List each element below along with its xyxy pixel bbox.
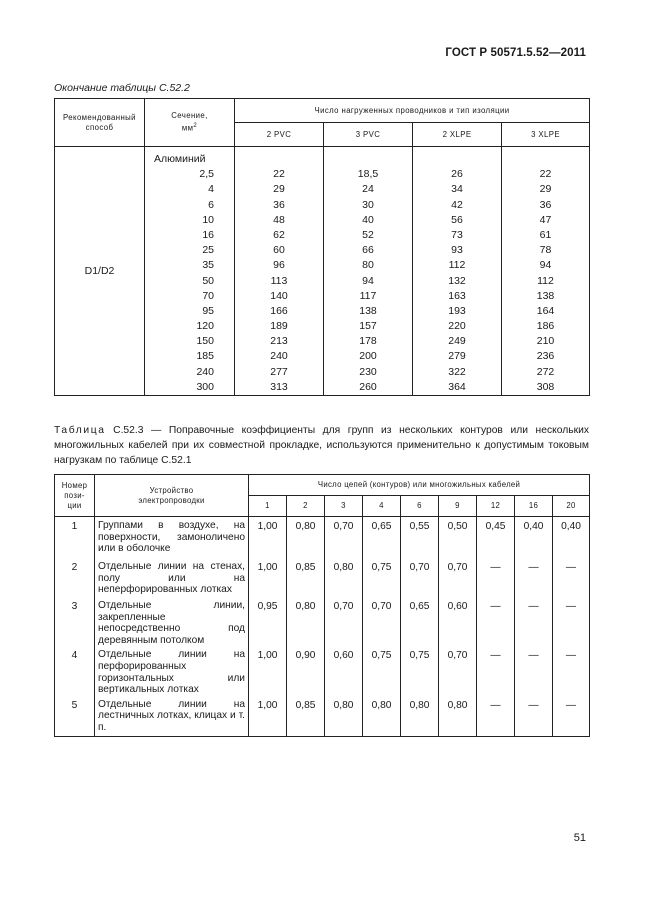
coefficient-value: 1,00 [249,696,287,736]
xlpe3-value: 210 [536,335,555,348]
pvc2-value: 166 [270,304,288,317]
pvc3-value: 66 [362,244,374,257]
coefficient-value: 0,95 [249,597,287,646]
row-position: 2 [55,558,95,597]
xlpe2-column [413,147,502,396]
header-section-unit-sup: 2 [193,123,198,130]
header-group: Число нагруженных проводников и тип изоляции [235,99,590,123]
header-col-2pvc: 2 PVC [235,123,324,147]
xlpe3-value: 94 [539,259,552,272]
coefficient-value: 0,65 [401,597,439,646]
xlpe3-value: 112 [537,274,554,287]
xlpe3-value: 164 [536,304,555,317]
section-value: 6 [208,198,214,211]
coefficient-value: 0,60 [325,646,363,695]
table1-caption: Окончание таблицы С.52.2 [54,82,190,94]
coefficient-value: 0,70 [325,517,363,559]
coefficient-value: 0,80 [439,696,477,736]
xlpe2-value: 163 [448,289,466,302]
section-value: 150 [196,335,214,348]
pvc2-column [235,147,324,396]
xlpe2-value: 220 [448,320,466,333]
xlpe2-value: 26 [451,168,463,181]
section-value: 25 [202,244,214,257]
coefficient-value: — [553,646,590,695]
pvc3-value: 52 [362,228,374,241]
pvc2-value: 213 [270,335,288,348]
pvc2-value: 96 [273,259,285,272]
row-position: 3 [55,597,95,646]
table2-caption-label: Таблица [54,425,106,436]
header-col-3pvc: 3 PVC [324,123,413,147]
xlpe3-value: 36 [539,198,552,211]
pvc3-value: 117 [359,289,377,302]
row-position: 5 [55,696,95,736]
coefficient-value: 1,00 [249,558,287,597]
table2-caption [54,424,589,468]
coefficient-value: 0,70 [439,558,477,597]
coefficient-value: — [515,558,553,597]
section-value: 2,5 [199,168,214,181]
coefficient-value: 0,75 [401,646,439,695]
coefficient-value: — [553,696,590,736]
pvc2-value: 36 [273,198,285,211]
coefficient-value: 0,85 [287,558,325,597]
coefficient-value: — [515,696,553,736]
xlpe3-list [502,147,589,395]
pvc3-value: 24 [362,183,374,196]
header-pos: Номер пози- ции [55,475,95,517]
xlpe2-value: 322 [448,365,466,378]
coefficient-value: — [477,558,515,597]
pvc3-value: 138 [359,304,377,317]
xlpe2-list [413,147,501,395]
pvc2-value: 48 [273,213,285,226]
material-label: Алюминий [154,153,206,165]
xlpe2-value: 42 [451,198,463,211]
xlpe3-value: 47 [539,213,552,226]
coefficient-value: 0,80 [287,517,325,559]
pvc2-value: 189 [270,320,288,333]
xlpe3-value: 138 [536,289,555,302]
pvc3-list [324,147,412,395]
coefficient-value: — [477,597,515,646]
row-position: 1 [55,517,95,559]
pvc2-value: 240 [270,350,288,363]
section-value: 10 [202,213,214,226]
header-count: 2 [287,496,325,517]
coefficient-value: 0,70 [325,597,363,646]
header-count: 3 [325,496,363,517]
coefficient-value: 0,75 [363,646,401,695]
coefficient-value: 1,00 [249,646,287,695]
pvc3-value: 18,5 [357,168,379,181]
xlpe2-value: 132 [448,274,466,287]
coefficient-value: 0,85 [287,696,325,736]
header-count: 9 [439,496,477,517]
section-value: 50 [202,274,214,287]
xlpe3-column [502,147,590,396]
row-description: Отдельные линии на стенах, полу или на неперфорированных лотках [95,558,249,597]
xlpe3-value: 186 [536,320,555,333]
coefficient-value: 0,40 [515,517,553,559]
pvc2-list [235,147,323,395]
xlpe2-value: 279 [448,350,466,363]
table2-caption-text: С.52.3 — Поправочные коэффициенты для групп из нескольких контуров или нескольких многожильных кабелей при их совместной прокладке, используются применительно к допустимым токовым нагрузкам по таблице С.52.1 [54,425,589,466]
pvc3-value: 200 [359,350,377,363]
table-row [55,517,590,559]
pvc3-value: 230 [359,365,377,378]
header-col-3xlpe: 3 XLPE [502,123,590,147]
coefficient-value: 0,70 [439,646,477,695]
header-count: 12 [477,496,515,517]
header-count: 6 [401,496,439,517]
page-number: 51 [573,832,586,844]
table-c-52-3 [54,474,590,737]
xlpe3-value: 236 [536,350,555,363]
coefficient-value: 0,70 [363,597,401,646]
header-method: Рекомендованный способ [55,99,145,147]
sections-list [145,147,234,395]
coefficient-value: — [477,696,515,736]
header-section-unit: мм [181,123,194,133]
coefficient-value: 0,80 [325,696,363,736]
header-count: 4 [363,496,401,517]
xlpe3-value: 272 [536,365,555,378]
row-position: 4 [55,646,95,695]
method-cell: D1/D2 [55,147,145,396]
coefficient-value: 0,65 [363,517,401,559]
table-row [55,646,590,695]
row-description: Отдельные линии на перфорированных горизонтальных или вертикальных лотках [95,646,249,695]
xlpe2-value: 112 [448,259,466,272]
pvc2-value: 22 [273,168,285,181]
pvc3-value: 94 [362,274,374,287]
row-description: Группами в воздухе, на поверхности, замоноличено или в оболочке [95,517,249,559]
header-section-label: Сечение, [171,111,208,121]
header-count: 16 [515,496,553,517]
xlpe3-value: 78 [539,244,552,257]
coefficient-value: — [477,646,515,695]
pvc3-value: 157 [359,320,377,333]
coefficient-value: 0,40 [553,517,590,559]
pvc3-column [324,147,413,396]
header-count: 1 [249,496,287,517]
coefficient-value: 0,50 [439,517,477,559]
xlpe2-value: 34 [451,183,463,196]
xlpe3-value: 29 [539,183,552,196]
coefficient-value: — [553,558,590,597]
pvc3-value: 30 [362,198,374,211]
section-value: 35 [202,259,214,272]
pvc3-value: 80 [362,259,374,272]
sections-column [145,147,235,396]
pvc2-value: 277 [270,365,288,378]
table-c-52-2 [54,98,590,396]
section-value: 185 [196,350,214,363]
pvc2-value: 113 [270,274,288,287]
pvc2-value: 313 [270,380,288,393]
section-value: 95 [202,304,214,317]
xlpe2-value: 364 [448,380,466,393]
xlpe2-value: 56 [451,213,463,226]
coefficient-value: 0,75 [363,558,401,597]
xlpe3-value: 61 [539,228,552,241]
coefficient-value: 0,70 [401,558,439,597]
pvc3-value: 40 [362,213,374,226]
xlpe2-value: 193 [448,304,466,317]
pvc2-value: 140 [270,289,288,302]
xlpe3-value: 308 [536,380,555,393]
coefficient-value: 0,80 [287,597,325,646]
header-count: 20 [553,496,590,517]
pvc2-value: 62 [273,228,285,241]
header-count-group: Число цепей (контуров) или многожильных кабелей [249,475,590,496]
xlpe2-value: 93 [451,244,463,257]
coefficient-value: — [515,597,553,646]
section-value: 70 [202,289,214,302]
pvc2-value: 60 [273,244,285,257]
section-value: 16 [202,228,214,241]
section-value: 4 [208,183,214,196]
section-value: 240 [196,365,214,378]
coefficient-value: 0,45 [477,517,515,559]
coefficient-value: 0,80 [325,558,363,597]
pvc2-value: 29 [273,183,285,196]
coefficient-value: 0,90 [287,646,325,695]
table-row [55,597,590,646]
coefficient-value: 0,80 [401,696,439,736]
coefficient-value: 0,80 [363,696,401,736]
table-row [55,696,590,736]
xlpe3-value: 22 [539,168,552,181]
section-value: 120 [196,320,214,333]
section-value: 300 [196,380,214,393]
row-description: Отдельные линии, закрепленные непосредственно под деревянным потолком [95,597,249,646]
xlpe2-value: 249 [448,335,466,348]
row-description: Отдельные линии на лестничных лотках, клицах и т. п. [95,696,249,736]
coefficient-value: 0,55 [401,517,439,559]
xlpe2-value: 73 [451,228,463,241]
coefficient-value: — [515,646,553,695]
header-col-2xlpe: 2 XLPE [413,123,502,147]
coefficient-value: 1,00 [249,517,287,559]
pvc3-value: 178 [359,335,377,348]
header-section [145,99,235,147]
header-device: Устройство электропроводки [95,475,249,517]
pvc3-value: 260 [359,380,377,393]
coefficient-value: 0,60 [439,597,477,646]
document-header: ГОСТ Р 50571.5.52—2011 [445,47,586,59]
coefficient-value: — [553,597,590,646]
table-row [55,558,590,597]
